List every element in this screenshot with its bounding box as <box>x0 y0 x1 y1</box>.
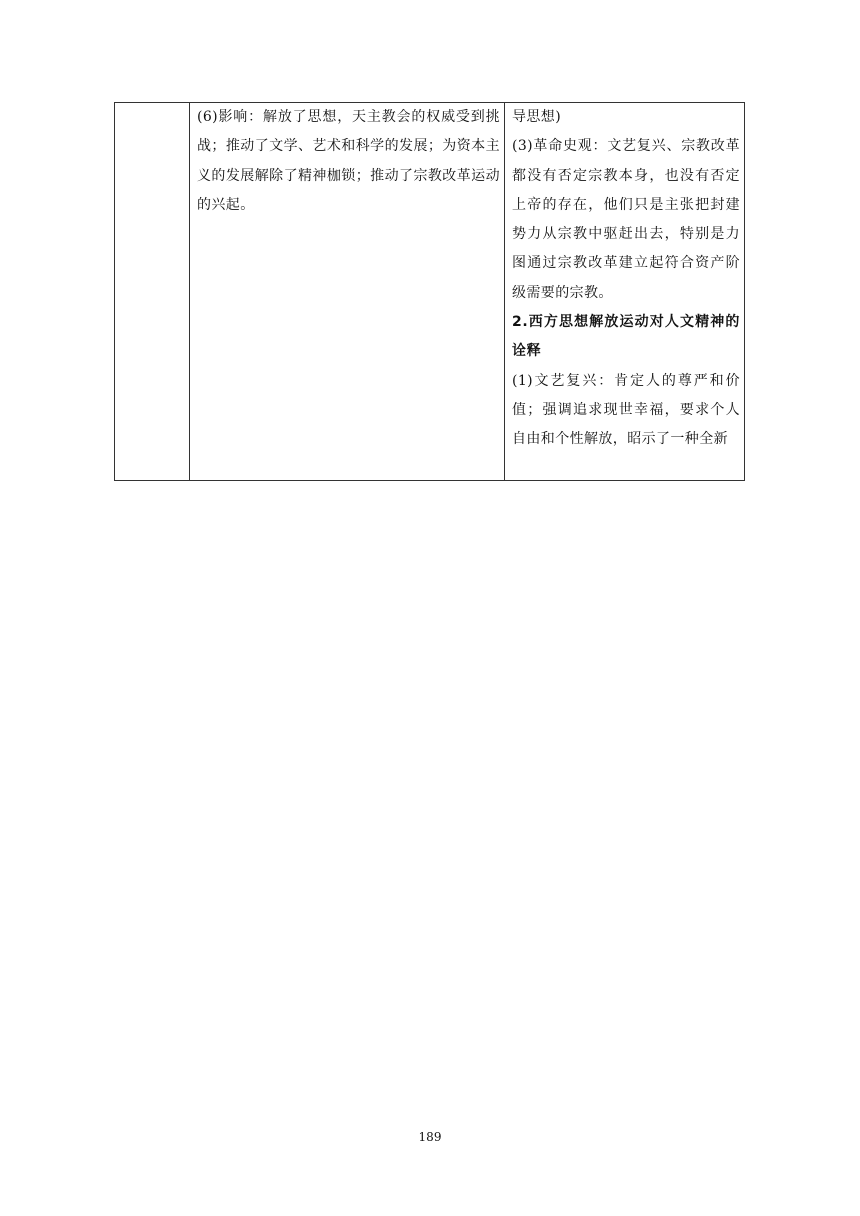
heading-humanism-interpretation: 2.西方思想解放运动对人文精神的诠释 <box>512 314 740 360</box>
table-cell-content <box>197 103 500 220</box>
paragraph-guide-thought: 导思想) <box>512 109 562 125</box>
column-divider <box>189 103 190 480</box>
paragraph-revolution-view: (3)革命史观：文艺复兴、宗教改革都没有否定宗教本身，也没有否定上帝的存在，他们只是主张把封建势力从宗教中驱赶出去，特别是力图通过宗教改革建立起符合资产阶级需要的宗教。 <box>512 138 740 301</box>
paragraph-influence: (6)影响：解放了思想，天主教会的权威受到挑战；推动了文学、艺术和科学的发展；为资本主义的发展解除了精神枷锁；推动了宗教改革运动的兴起。 <box>197 109 500 213</box>
content-table <box>114 102 745 481</box>
column-divider <box>504 103 505 480</box>
table-cell-notes <box>512 103 740 455</box>
page-number: 189 <box>418 1130 442 1144</box>
paragraph-renaissance: (1)文艺复兴：肯定人的尊严和价值；强调追求现世幸福，要求个人自由和个性解放，昭示了一种全新 <box>512 372 740 448</box>
